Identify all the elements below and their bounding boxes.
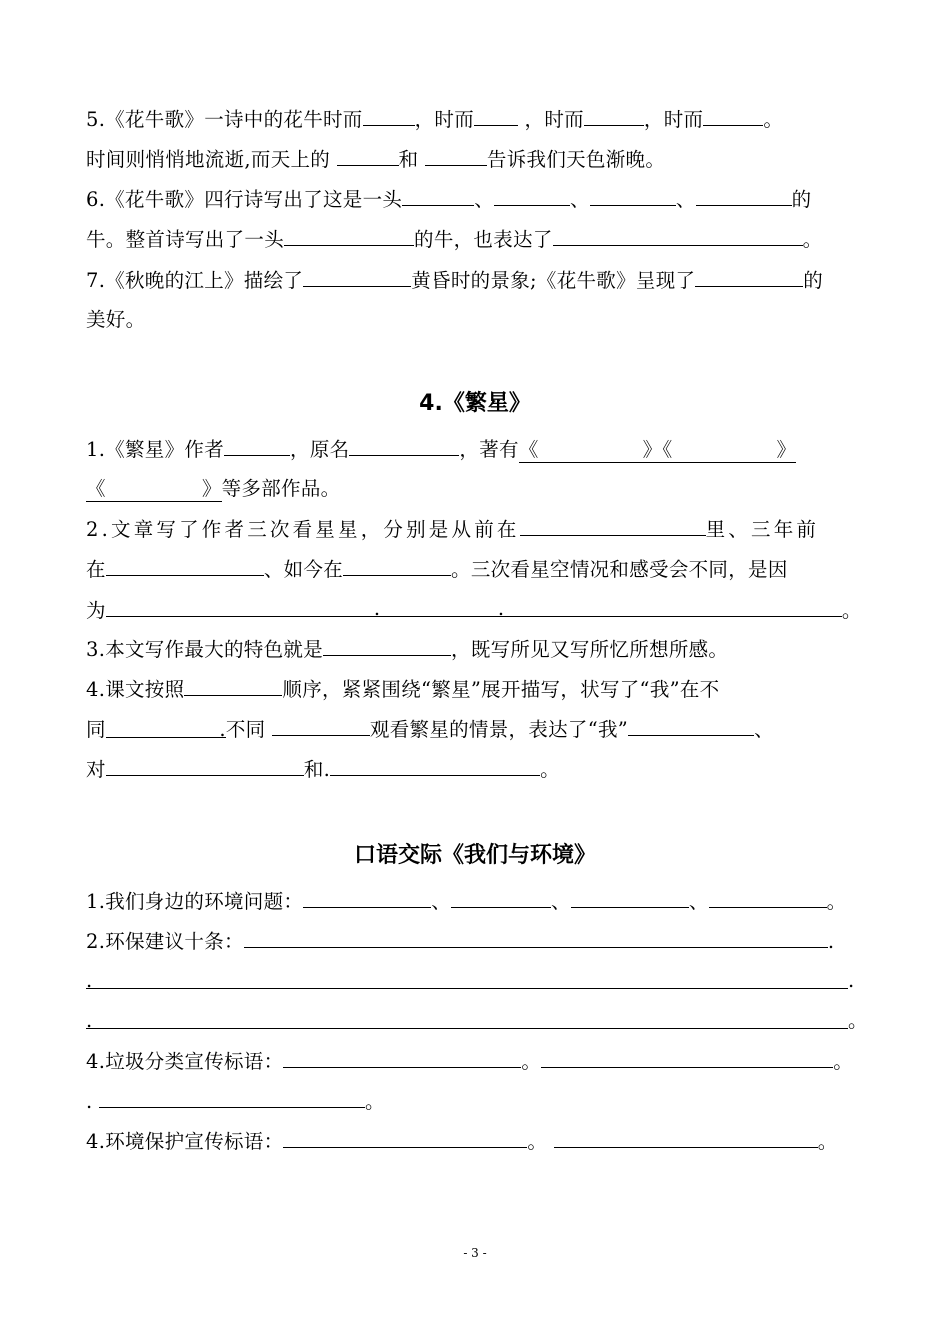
s5q2-text: 2.环保建议十条： bbox=[86, 930, 244, 953]
book-title-blank[interactable] bbox=[86, 477, 222, 502]
blank[interactable] bbox=[554, 1129, 818, 1148]
question-6-line-2 bbox=[86, 227, 864, 252]
s5q1-text: 1.我们身边的环境问题： bbox=[86, 890, 304, 913]
page-number: - 3 - bbox=[463, 1246, 487, 1260]
s5q4a-text: 4.垃圾分类宣传标语： bbox=[86, 1050, 284, 1073]
q7-text: 的 bbox=[803, 269, 824, 292]
blank[interactable] bbox=[330, 757, 540, 776]
s4q1-text: 等多部作品。 bbox=[221, 477, 341, 500]
s4q4-text: 对 bbox=[86, 758, 106, 781]
q7-text: 7.《秋晚的江上》描绘了 bbox=[86, 269, 304, 292]
s5q4b-text: 4.环境保护宣传标语： bbox=[86, 1130, 284, 1153]
s5-question-2-line-2 bbox=[86, 969, 864, 993]
s4q2-text: 。 bbox=[841, 599, 862, 622]
q6-text: 、 bbox=[675, 188, 696, 211]
blank[interactable] bbox=[99, 1089, 365, 1108]
blank[interactable] bbox=[244, 929, 828, 948]
s5q4a-dot: . bbox=[86, 1090, 93, 1113]
q6-text: 、 bbox=[570, 188, 590, 211]
s5-question-1 bbox=[86, 889, 864, 914]
question-6-line-1 bbox=[86, 187, 864, 212]
blank[interactable] bbox=[106, 718, 226, 741]
s4q1-text: 》 bbox=[776, 438, 797, 461]
s4q2-text: 为 bbox=[86, 599, 106, 622]
blank[interactable] bbox=[272, 717, 370, 736]
s4q3-text: 3.本文写作最大的特色就是 bbox=[86, 638, 324, 661]
blank[interactable] bbox=[709, 889, 827, 908]
q6-text: 牛。整首诗写出了一头 bbox=[86, 228, 285, 251]
s4-question-2-line-1 bbox=[86, 517, 864, 542]
s5q1-sep: 、 bbox=[431, 890, 452, 913]
s5q4a-end: 。 bbox=[365, 1090, 385, 1113]
q5-text: 时间则悄悄地流逝,而天上的 bbox=[86, 148, 331, 171]
s5-question-4a-line-2 bbox=[86, 1089, 864, 1114]
s5q1-end: 。 bbox=[826, 890, 847, 913]
s5q4b-end: 。 bbox=[817, 1130, 838, 1153]
reason-blank[interactable] bbox=[106, 597, 842, 620]
s5-question-4b bbox=[86, 1129, 864, 1154]
blank[interactable] bbox=[696, 187, 792, 206]
s4-question-2-line-3 bbox=[86, 597, 864, 623]
blank[interactable] bbox=[224, 437, 290, 456]
q6-text: 、 bbox=[474, 188, 495, 211]
blank[interactable] bbox=[337, 147, 399, 166]
blank[interactable] bbox=[703, 107, 763, 126]
q5-text: ，时而 bbox=[643, 108, 704, 131]
blank[interactable] bbox=[494, 187, 570, 206]
blank[interactable] bbox=[541, 1049, 833, 1068]
q5-text: ，时而 bbox=[414, 108, 475, 131]
s5q2-dot: . bbox=[848, 969, 855, 992]
s4q1-text: 》《 bbox=[642, 438, 673, 461]
s4q2-text: 在 bbox=[86, 558, 106, 581]
s5q2-end: 。 bbox=[848, 1009, 868, 1032]
question-7-line-2 bbox=[86, 308, 864, 332]
s4q1-text: 《 bbox=[86, 477, 106, 500]
q6-text: 的 bbox=[791, 188, 812, 211]
s5q4b-end: 。 bbox=[527, 1130, 548, 1153]
s4-question-1-line-2 bbox=[86, 477, 864, 502]
s5q2-dot: . bbox=[86, 969, 93, 992]
q7-text: 黄昏时的景象;《花牛歌》呈现了 bbox=[411, 269, 696, 292]
s5q4a-end: 。 bbox=[521, 1050, 542, 1073]
blank[interactable] bbox=[349, 437, 459, 456]
blank[interactable] bbox=[86, 1009, 848, 1032]
s4q4-text: 不同 bbox=[225, 718, 266, 741]
q6-text: 。 bbox=[802, 228, 823, 251]
s4q2-text: 2.文章写了作者三次看星星，分别是从前在 bbox=[86, 518, 520, 541]
q5-text: 。 bbox=[763, 108, 784, 131]
blank[interactable] bbox=[184, 677, 282, 696]
blank[interactable] bbox=[86, 969, 848, 992]
q5-text: 和 bbox=[398, 148, 419, 171]
s4q2-dot: . bbox=[497, 597, 505, 620]
s4-question-1-line-1 bbox=[86, 437, 864, 463]
question-5-line-1 bbox=[86, 107, 864, 132]
s4-question-4-line-2 bbox=[86, 717, 864, 742]
s5q1-sep: 、 bbox=[688, 890, 709, 913]
q6-text: 6.《花牛歌》四行诗写出了这是一头 bbox=[86, 188, 403, 211]
s4q1-text: 《 bbox=[518, 438, 539, 461]
q5-text: 5.《花牛歌》一诗中的花牛时而 bbox=[86, 108, 363, 131]
blank[interactable] bbox=[363, 107, 415, 126]
s4q4-text: 4.课文按照 bbox=[86, 678, 185, 701]
s4q1-text: 》 bbox=[201, 477, 222, 500]
s4q4-dot: . bbox=[219, 718, 226, 741]
blank[interactable] bbox=[425, 147, 487, 166]
blank[interactable] bbox=[402, 187, 474, 206]
blank[interactable] bbox=[553, 227, 803, 246]
s5-question-2-line-1 bbox=[86, 929, 864, 954]
book-title-blanks[interactable] bbox=[519, 438, 796, 463]
s4q2-text: 、如今在 bbox=[263, 558, 344, 581]
blank[interactable] bbox=[571, 889, 689, 908]
blank[interactable] bbox=[343, 557, 451, 576]
s5q1-sep: 、 bbox=[551, 890, 571, 913]
blank[interactable] bbox=[520, 517, 706, 536]
blank[interactable] bbox=[283, 1049, 521, 1068]
q5-text: 告诉我们天色渐晚。 bbox=[486, 148, 666, 171]
blank[interactable] bbox=[106, 757, 304, 776]
s4q3-text: ，既写所见又写所忆所想所感。 bbox=[451, 638, 729, 661]
blank[interactable] bbox=[695, 268, 803, 287]
s4q4-text: 。 bbox=[540, 758, 560, 781]
s4q1-text: ，原名 bbox=[290, 438, 350, 461]
blank[interactable] bbox=[303, 268, 411, 287]
s4-question-2-line-2 bbox=[86, 557, 864, 582]
section-heading-environment: 口语交际《我们与环境》 bbox=[353, 843, 596, 868]
s4q2-dot: . bbox=[373, 597, 381, 620]
blank[interactable] bbox=[106, 557, 264, 576]
s4q4-text: 和. bbox=[303, 758, 331, 781]
blank[interactable] bbox=[323, 637, 451, 656]
blank[interactable] bbox=[283, 1129, 527, 1148]
blank[interactable] bbox=[284, 227, 414, 246]
q6-text: 的牛，也表达了 bbox=[414, 228, 553, 251]
q7-text: 美好。 bbox=[86, 308, 146, 331]
s5-question-4a-line-1 bbox=[86, 1049, 864, 1074]
blank[interactable] bbox=[628, 717, 754, 736]
s4-question-3 bbox=[86, 637, 864, 662]
s4-question-4-line-1 bbox=[86, 677, 864, 702]
s5-question-2-line-3 bbox=[86, 1009, 868, 1033]
q5-text: ，时而 bbox=[524, 108, 584, 131]
blank[interactable] bbox=[584, 107, 644, 126]
s4q4-text: 顺序，紧紧围绕“繁星”展开描写，状写了“我”在不 bbox=[282, 678, 720, 701]
blank[interactable] bbox=[451, 889, 551, 908]
s4q4-text: 观看繁星的情景，表达了“我” bbox=[369, 718, 629, 741]
s4-question-4-line-3 bbox=[86, 757, 864, 782]
s4q4-text: 、 bbox=[754, 718, 774, 741]
question-5-line-2 bbox=[86, 147, 864, 172]
s5q2-dot: . bbox=[827, 930, 835, 953]
s4q2-text: 。三次看星空情况和感受会不同，是因 bbox=[451, 558, 788, 581]
blank[interactable] bbox=[474, 107, 518, 126]
section-heading-fanxing: 4.《繁星》 bbox=[419, 391, 531, 416]
blank[interactable] bbox=[303, 889, 431, 908]
s5q2-dot: . bbox=[86, 1009, 93, 1032]
s5q4a-end: 。 bbox=[833, 1050, 854, 1073]
blank[interactable] bbox=[590, 187, 676, 206]
s4q1-text: ，著有 bbox=[459, 438, 519, 461]
s4q4-text: 同 bbox=[86, 718, 106, 741]
question-7-line-1 bbox=[86, 268, 864, 293]
s4q2-text: 里、三年前 bbox=[705, 518, 820, 541]
s4q1-text: 1.《繁星》作者 bbox=[86, 438, 225, 461]
